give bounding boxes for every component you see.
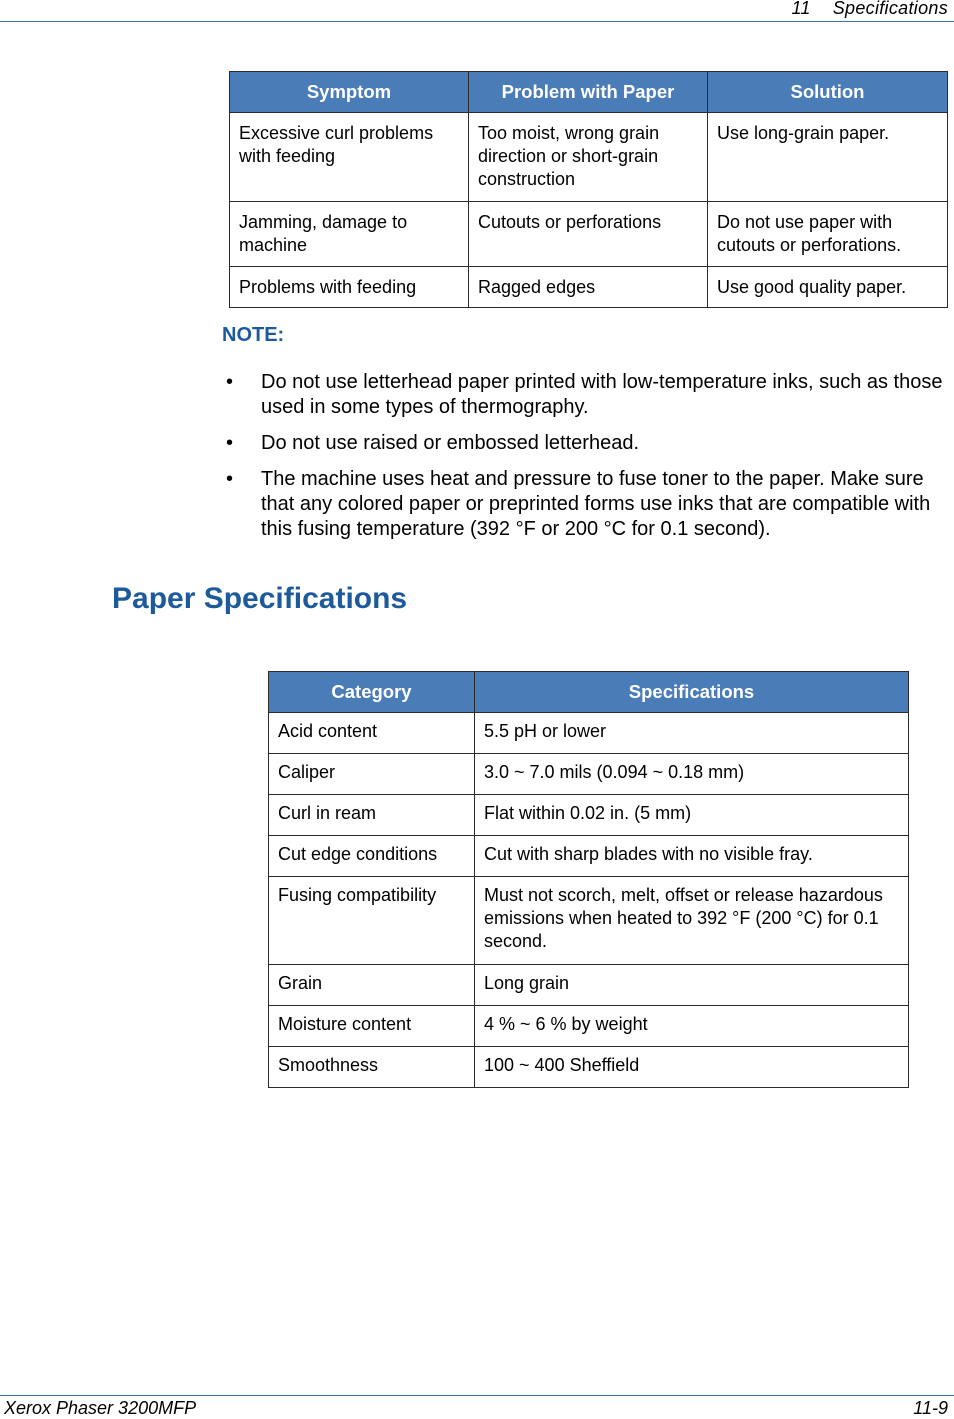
table-cell: Use good quality paper. [708,267,948,308]
bullet-icon: • [226,371,234,393]
table-cell: Smoothness [269,1047,475,1088]
chapter-title: Specifications [832,0,948,18]
footer-page-number: 11-9 [913,1398,948,1418]
chapter-number: 11 [791,0,811,18]
note-list [222,370,954,553]
table-cell: Fusing compatibility [269,877,475,965]
note-text: The machine uses heat and pressure to fuse toner to the paper. Make sure that any colored paper or preprinted forms use inks that are compatible with this fusing temperature (392 °F or 200 °C for 0.1 second). [261,468,931,540]
table-cell: Flat within 0.02 in. (5 mm) [475,795,909,836]
table-cell: Do not use paper with cutouts or perforations. [708,202,948,267]
note-item [222,370,954,420]
table-cell: Curl in ream [269,795,475,836]
footer-product: Xerox Phaser 3200MFP [4,1398,197,1418]
table-cell: Problems with feeding [230,267,469,308]
column-header: Specifications [475,672,909,713]
column-header: Problem with Paper [469,72,708,113]
table-cell: Excessive curl problems with feeding [230,113,469,202]
table-cell: Caliper [269,754,475,795]
table-cell: 4 % ~ 6 % by weight [475,1006,909,1047]
header-rule [0,21,954,22]
table-row [269,965,909,1006]
table-cell: Cutouts or perforations [469,202,708,267]
note-text: Do not use letterhead paper printed with low-temperature inks, such as those used in some types of thermography. [261,371,943,418]
table-row [269,754,909,795]
table-header-row [269,672,909,713]
column-header: Solution [708,72,948,113]
section-title: Paper Specifications [112,582,408,615]
table-row [269,1006,909,1047]
table-cell: Must not scorch, melt, offset or release hazardous emissions when heated to 392 °F (200 °C) for 0.1 second. [475,877,909,965]
table-cell: 3.0 ~ 7.0 mils (0.094 ~ 0.18 mm) [475,754,909,795]
table-row [269,836,909,877]
table-row [230,202,948,267]
note-item [222,467,954,542]
note-item [222,431,954,456]
table-cell: Ragged edges [469,267,708,308]
bullet-icon: • [226,432,234,454]
table-cell: Too moist, wrong grain direction or short-grain construction [469,113,708,202]
table-cell: Cut edge conditions [269,836,475,877]
table-cell: Cut with sharp blades with no visible fray. [475,836,909,877]
bullet-icon: • [226,468,234,490]
table-cell: Use long-grain paper. [708,113,948,202]
table-row [269,877,909,965]
table-row [230,267,948,308]
running-header [791,0,948,19]
paper-specs-table [268,671,909,1088]
table-cell: 5.5 pH or lower [475,713,909,754]
footer-rule [0,1395,954,1396]
table-cell: Long grain [475,965,909,1006]
table-row [230,113,948,202]
table-cell: 100 ~ 400 Sheffield [475,1047,909,1088]
paper-problems-table [229,71,948,308]
column-header: Symptom [230,72,469,113]
table-cell: Grain [269,965,475,1006]
column-header: Category [269,672,475,713]
table-cell: Moisture content [269,1006,475,1047]
table-header-row [230,72,948,113]
table-row [269,795,909,836]
table-row [269,713,909,754]
note-text: Do not use raised or embossed letterhead. [261,432,639,454]
table-cell: Acid content [269,713,475,754]
table-row [269,1047,909,1088]
note-label: NOTE: [222,324,285,346]
table-cell: Jamming, damage to machine [230,202,469,267]
